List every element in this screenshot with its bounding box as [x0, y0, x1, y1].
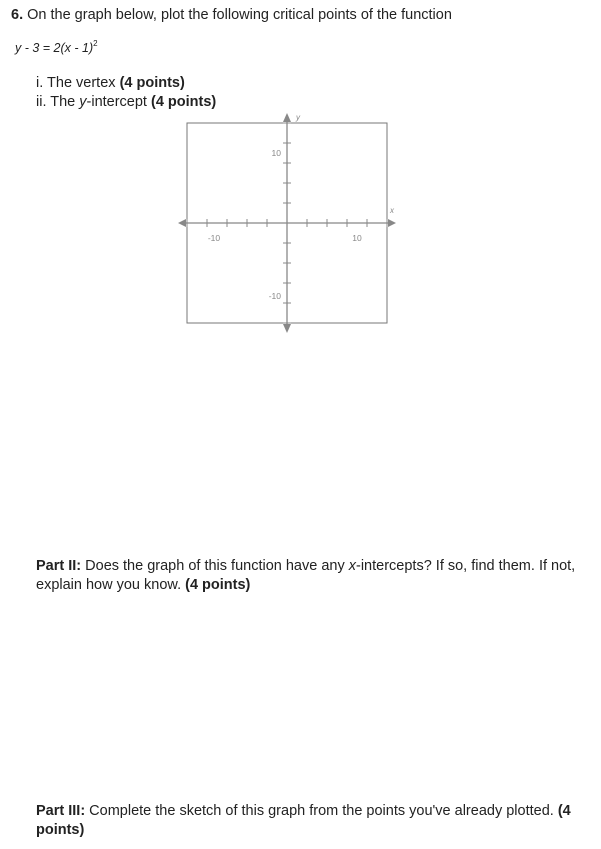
item-y-intercept-points: (4 points)	[151, 94, 217, 110]
tick-label-y-pos: 10	[271, 148, 281, 158]
y-axis-up-arrow-icon	[283, 113, 291, 122]
function-equation	[15, 36, 98, 56]
part-2-text-b: -intercepts? If so, find them. If not, explain how you know.	[36, 558, 576, 593]
part-2	[36, 557, 591, 595]
item-y-intercept-prefix: ii. The	[36, 94, 80, 110]
x-axis-left-arrow-icon	[178, 219, 186, 227]
item-y-intercept	[36, 93, 216, 111]
tick-label-y-neg: -10	[268, 291, 281, 301]
part-2-var: x	[348, 558, 356, 574]
x-axis-label: x	[390, 206, 394, 215]
part-3	[36, 802, 591, 840]
part-3-label: Part III:	[36, 803, 86, 819]
y-axis-label: y	[296, 113, 300, 122]
part-2-label: Part II:	[36, 558, 82, 574]
tick-label-x-pos: 10	[352, 233, 362, 243]
part-3-text: Complete the sketch of this graph from the points you've already plotted.	[85, 803, 554, 819]
item-vertex-label: i. The vertex	[36, 75, 116, 91]
tick-label-x-neg: -10	[207, 233, 221, 243]
item-y-intercept-var: y	[79, 94, 87, 110]
question-header	[11, 6, 452, 24]
question-number: 6.	[11, 7, 24, 23]
equation-body: y - 3 = 2(x - 1)	[15, 41, 94, 55]
part-2-points: (4 points)	[185, 577, 251, 593]
graph-border	[187, 123, 387, 323]
axis-ticks	[187, 123, 387, 323]
y-axis-down-arrow-icon	[283, 324, 291, 333]
question-prompt: On the graph below, plot the following critical points of the function	[27, 7, 452, 23]
item-vertex-points: (4 points)	[119, 75, 185, 91]
item-y-intercept-suffix: -intercept	[86, 94, 147, 110]
x-axis-right-arrow-icon	[388, 219, 396, 227]
part-3-points: (4 points)	[36, 803, 571, 838]
part-2-text-a: Does the graph of this function have any	[81, 558, 349, 574]
item-vertex	[36, 74, 185, 92]
equation-exponent: 2	[93, 39, 98, 48]
